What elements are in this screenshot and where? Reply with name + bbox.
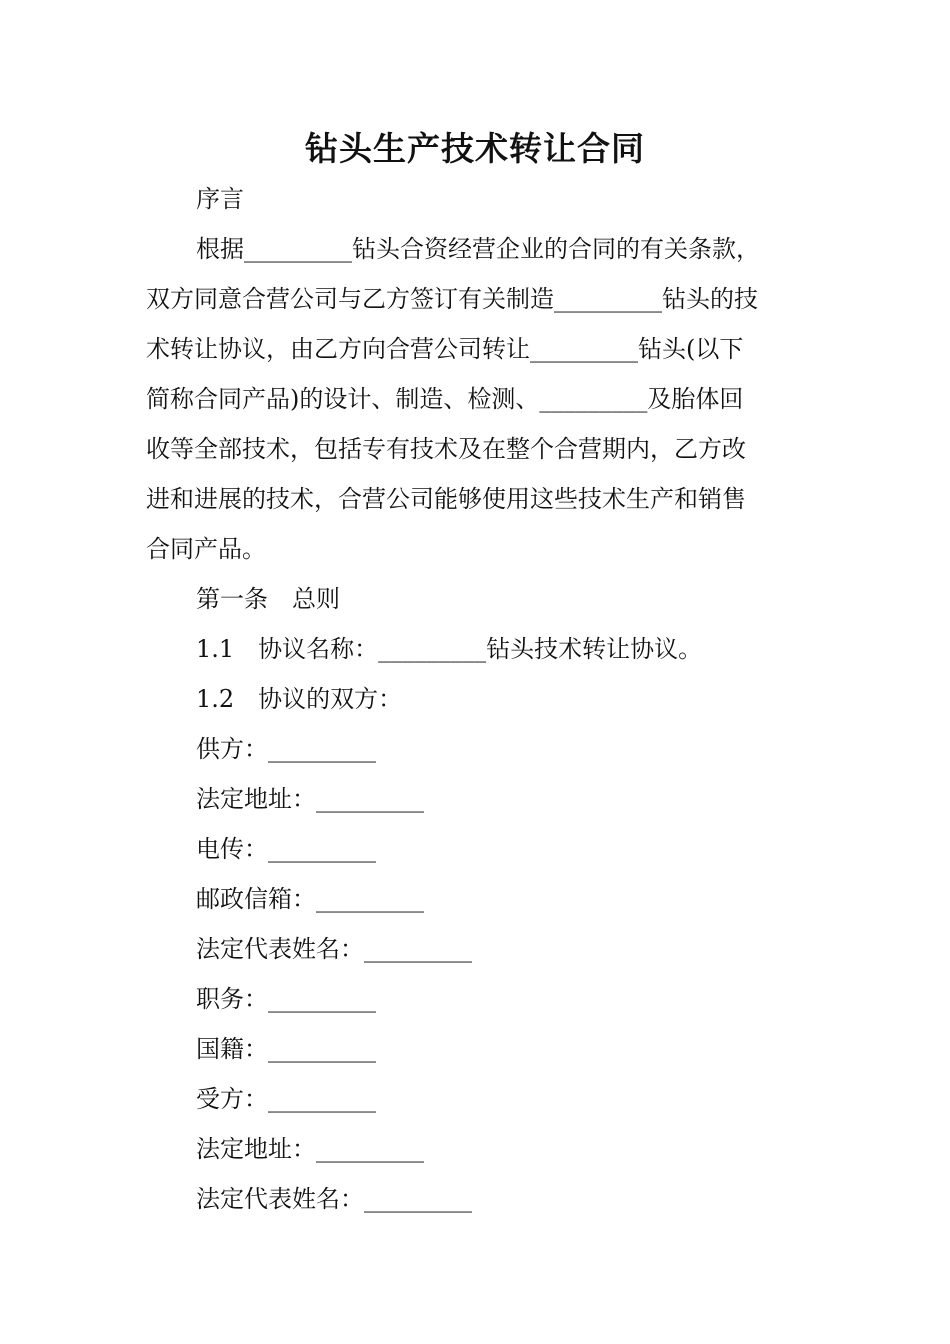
- intro-line: 收等全部技术，包括专有技术及在整个合营期内，乙方改: [146, 435, 746, 463]
- intro-line: 双方同意合营公司与乙方签订有关制造_________钻头的技: [146, 285, 758, 313]
- intro-line: 合同产品。: [146, 535, 266, 563]
- preface-heading: 序言: [196, 185, 244, 213]
- field-line: 法定代表姓名：_________: [196, 1185, 472, 1213]
- field-line: 法定代表姓名：_________: [196, 935, 472, 963]
- intro-line: 简称合同产品)的设计、制造、检测、_________及胎体回: [146, 385, 744, 413]
- field-line: 电传：_________: [196, 835, 376, 863]
- document-title: 钻头生产技术转让合同: [305, 129, 645, 168]
- field-line: 法定地址：_________: [196, 785, 424, 813]
- field-line: 国籍：_________: [196, 1035, 376, 1063]
- field-line: 法定地址：_________: [196, 1135, 424, 1163]
- intro-line: 进和进展的技术，合营公司能够使用这些技术生产和销售: [146, 485, 746, 513]
- field-line: 受方：_________: [196, 1085, 376, 1113]
- field-line: 供方：_________: [196, 735, 376, 763]
- clause-1-2: 1.2 协议的双方：: [196, 685, 403, 713]
- intro-line: 根据_________钻头合资经营企业的合同的有关条款，: [196, 235, 760, 263]
- article-heading: 第一条 总则: [196, 585, 340, 613]
- intro-line: 术转让协议，由乙方向合营公司转让_________钻头(以下: [146, 335, 744, 363]
- field-line: 邮政信箱：_________: [196, 885, 424, 913]
- field-line: 职务：_________: [196, 985, 376, 1013]
- clause-1-1: 1.1 协议名称：_________钻头技术转让协议。: [196, 635, 703, 663]
